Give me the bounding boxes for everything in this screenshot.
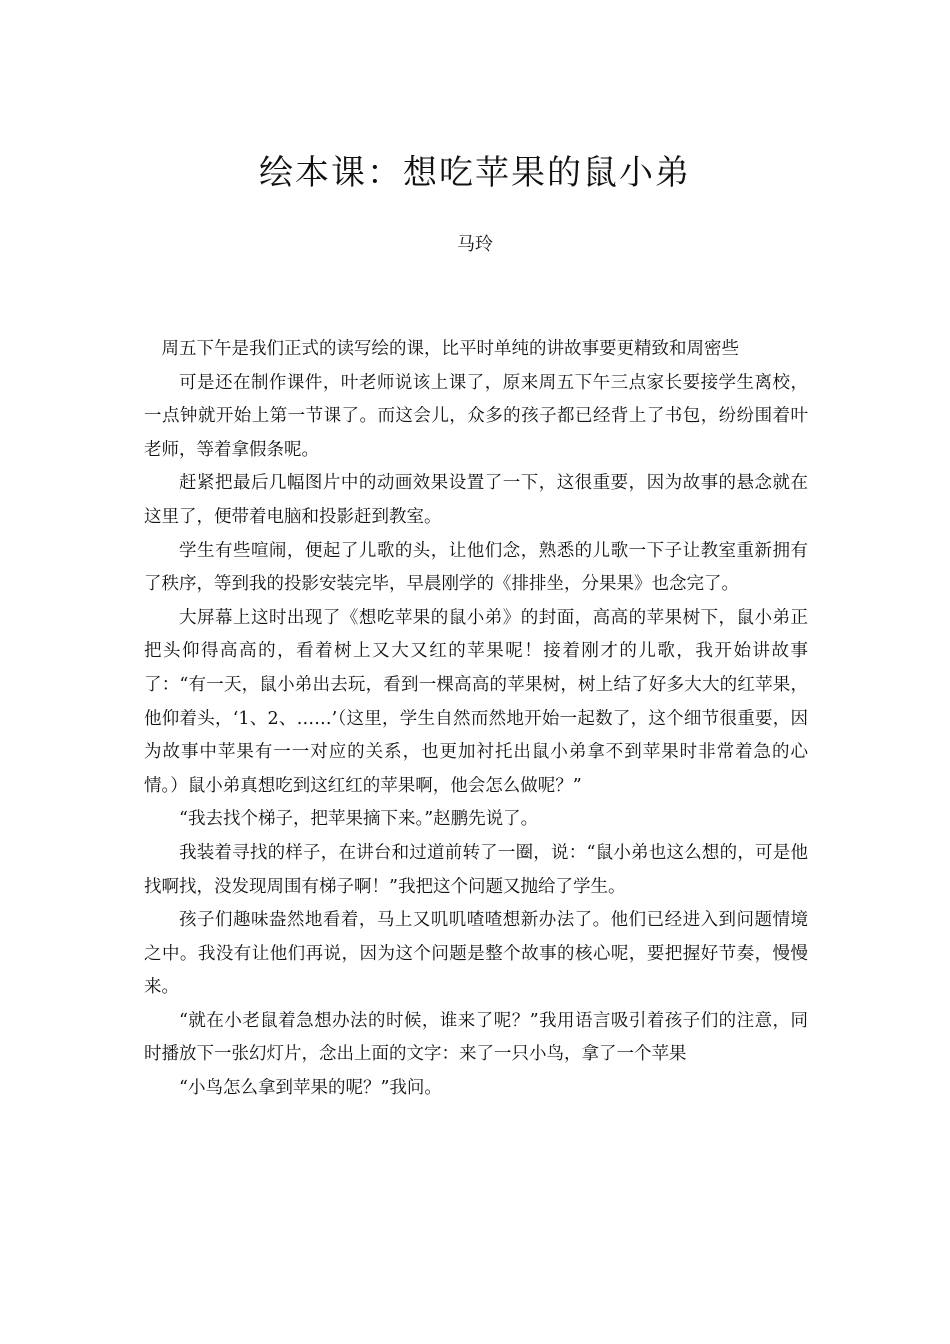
author-name: 马玲 [457,234,493,255]
paragraph: 学生有些喧闹，便起了儿歌的头，让他们念，熟悉的儿歌一下子让教室重新拥有了秩序，等到我的投影安装完毕，早晨刚学的《排排坐，分果果》也念完了。 [144,540,808,595]
paragraph: “我去找个梯子，把苹果摘下来。”赵鹏先说了。 [179,809,539,830]
paragraph: “小鸟怎么拿到苹果的呢？”我问。 [179,1078,442,1099]
paragraph: 我装着寻找的样子，在讲台和过道前转了一圈，说：“鼠小弟也这么想的，可是他找啊找，没发现周围有梯子啊！”我把这个问题又抛给了学生。 [144,842,808,897]
article-body [144,333,808,1106]
paragraph: 大屏幕上这时出现了《想吃苹果的鼠小弟》的封面，高高的苹果树下，鼠小弟正把头仰得高高的，看着树上又大又红的苹果呢！接着刚才的儿歌，我开始讲故事了：“有一天，鼠小弟出去玩，看到一棵高高的苹果树，树上结了好多大大的红苹果，他仰着头，‘1、2、……’（这里，学生自然而然地开始一起数了，这个细节很重要，因为故事中苹果有一一对应的关系，也更加衬托出鼠小弟拿不到苹果时非常着急的心情。）鼠小弟真想吃到这红红的苹果啊，他会怎么做呢？” [144,607,808,796]
paragraph: 赶紧把最后几幅图片中的动画效果设置了一下，这很重要，因为故事的悬念就在这里了，便带着电脑和投影赶到教室。 [144,473,808,527]
paragraph: “就在小老鼠着急想办法的时候，谁来了呢？”我用语言吸引着孩子们的注意，同时播放下一张幻灯片，念出上面的文字：来了一只小鸟，拿了一个苹果 [144,1010,808,1065]
paragraph: 可是还在制作课件，叶老师说该上课了，原来周五下午三点家长要接学生离校，一点钟就开始上第一节课了。而这会儿，众多的孩子都已经背上了书包，纷纷围着叶老师，等着拿假条呢。 [144,372,808,460]
paragraph: 周五下午是我们正式的读写绘的课，比平时单纯的讲故事要更精致和周密些 [161,339,739,359]
paragraph: 孩子们趣味盎然地看着，马上又叽叽喳喳想新办法了。他们已经进入到问题情境之中。我没有让他们再说，因为这个问题是整个故事的核心呢，要把握好节奏，慢慢来。 [144,910,808,998]
document-title: 绘本课：想吃苹果的鼠小弟 [259,153,691,193]
